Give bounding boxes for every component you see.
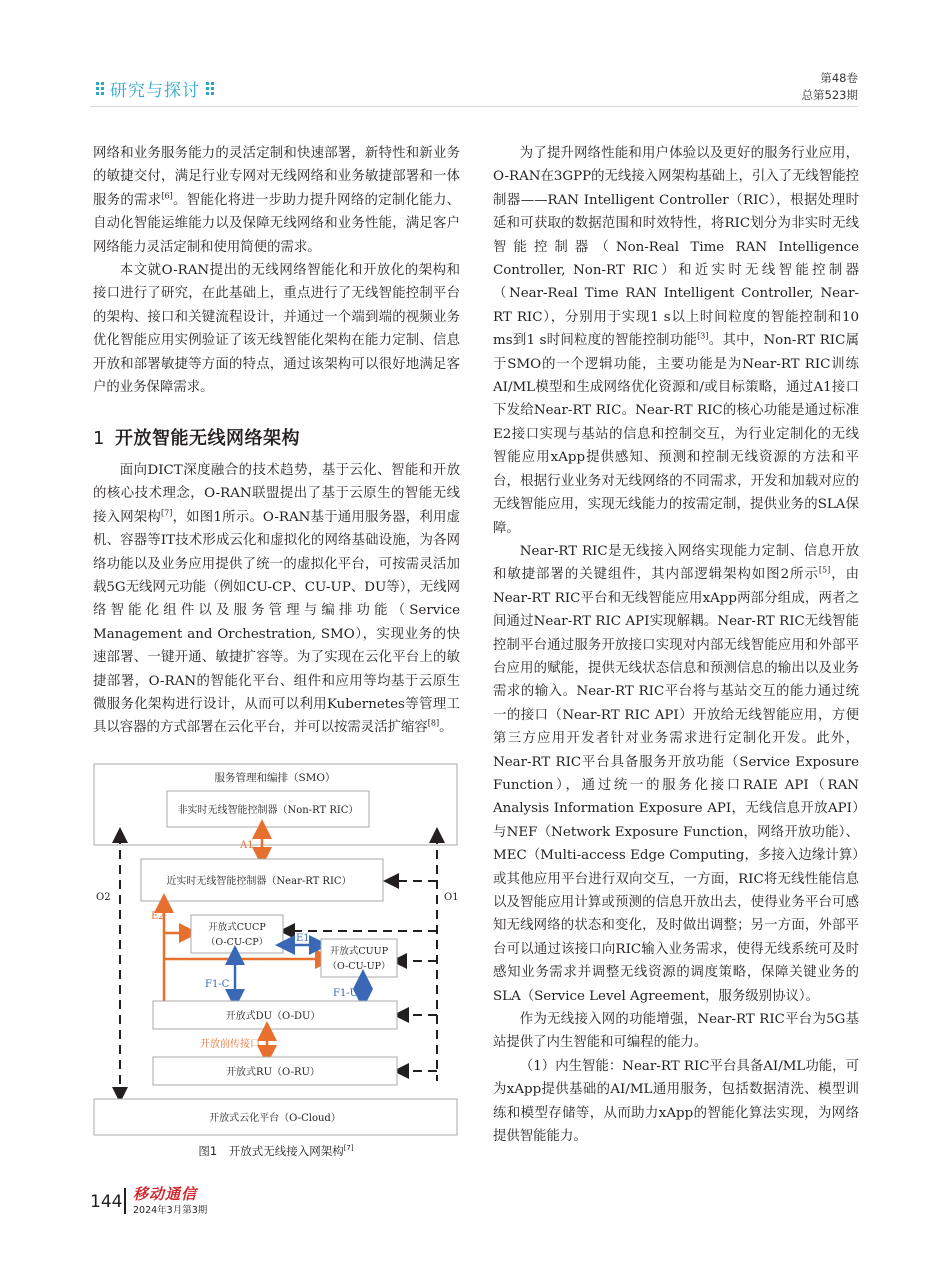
f1c-label: F1-C bbox=[205, 979, 230, 990]
a1-label: A1 bbox=[240, 840, 254, 851]
header-rule bbox=[90, 106, 858, 107]
volume-info bbox=[802, 70, 858, 104]
du-label: 开放式DU（O-DU） bbox=[225, 1011, 321, 1022]
footer-divider bbox=[124, 1188, 126, 1214]
cucp-label: 开放式CUCP bbox=[208, 922, 266, 933]
issue-total: 总第523期 bbox=[801, 88, 858, 102]
magazine-logo: 移动通信 bbox=[133, 1185, 198, 1203]
figure-architecture bbox=[93, 763, 459, 1137]
e2-label: E2 bbox=[151, 911, 165, 922]
cucp-sublabel: （O-CU-CP） bbox=[205, 937, 269, 948]
page-number: 144 bbox=[90, 1192, 123, 1212]
cuup-label: 开放式CUUP bbox=[329, 946, 389, 957]
smo-label: 服务管理和编排（SMO） bbox=[214, 772, 336, 784]
f1u-label: F1-U bbox=[333, 988, 359, 999]
issue-date: 2024年3月第3期 bbox=[133, 1205, 208, 1216]
section-tag bbox=[90, 76, 220, 101]
section-dots-icon bbox=[206, 82, 214, 95]
o1-label: O1 bbox=[444, 892, 459, 903]
paragraph: 作为无线接入网的功能增强，Near-RT RIC平台为5G基站提供了内生智能和可编程的能力。 bbox=[493, 1012, 859, 1051]
paragraph: Near-RT RIC是无线接入网络实现能力定制、信息开放和敏捷部署的关键组件，其内部逻辑架构如图2所示[5]，由Near-RT RIC平台和无线智能应用xApp两部分组成，两者之间通过Near-RT RIC API实现解耦。Near-RT RIC无线智能控制平台通过服务开放接口实现对内部无线智能应用和外部平台应用的赋能，提供无线状态信息和预测信息的输出以及业务需求的输入。Near-RT RIC平台将与基站交互的能力通过统一的接口（Near-RT RIC API）开放给无线智能应用，方便第三方应用开发者针对业务需求进行定制化开发。此外，Near-RT RIC平台具备服务开放功能（Service Exposure Function），通过统一的服务化接口RAIE API（RAN Analysis Information Exposure API，无线信息开放API）与NEF（Network Exposure Function，网络开放功能）、MEC（Multi-access Edge Computing，多接入边缘计算）或其他应用平台进行双向交互，一方面，RIC将无线性能信息以及智能应用计算或预测的信息开放出去，使得业务平台可感知无线网络的状态和变化，及时做出调整；另一方面，外部平台可以通过该接口向RIC输入业务需求，使得无线系统可及时感知业务需求并调整无线资源的调度策略，保障关键业务的SLA（Service Level Agreement，服务级别协议）。 bbox=[493, 543, 859, 1004]
left-column bbox=[93, 142, 460, 740]
figure-caption: 图1 开放式无线接入网架构[7] bbox=[198, 1144, 354, 1158]
section-title: 研究与探讨 bbox=[110, 81, 200, 101]
o2-label: O2 bbox=[96, 892, 111, 903]
non-rt-ric-label: 非实时无线智能控制器（Non-RT RIC） bbox=[177, 805, 359, 816]
near-rt-ric-label: 近实时无线智能控制器（Near-RT RIC） bbox=[166, 876, 352, 887]
section-dots-icon bbox=[96, 82, 104, 95]
paragraph: 面向DICT深度融合的技术趋势，基于云化、智能和开放的核心技术理念，O-RAN联盟提出了基于云原生的智能无线接入网架构[7]，如图1所示。O-RAN基于通用服务器，利用虚机、容器等IT技术形成云化和虚拟化的网络基础设施，为各网络功能以及业务应用提供了统一的虚拟化平台，可按需灵活加载5G无线网元功能（例如CU-CP、CU-UP、DU等），无线网络智能化组件以及服务管理与编排功能（Service Management and Orchestration, SMO），实现业务的快速部署、一键开通、敏捷扩容等。为了实现在云化平台上的敏捷部署，O-RAN的智能化平台、组件和应用等均基于云原生微服务化架构进行设计，从而可以利用Kubernetes等管理工具以容器的方式部署在云化平台，并可以按需灵活扩缩容[8]。 bbox=[93, 462, 461, 736]
ru-label: 开放式RU（O-RU） bbox=[226, 1067, 320, 1078]
paragraph: （1）内生智能：Near-RT RIC平台具备AI/ML功能，可为xApp提供基础的AI/ML通用服务，包括数据清洗、模型训练和模型存储等，从而助力xApp的智能化算法实现，为网络提供智能能力。 bbox=[493, 1058, 859, 1145]
fronthaul-label: 开放前传接口 bbox=[200, 1039, 260, 1050]
paragraph: 为了提升网络性能和用户体验以及更好的服务行业应用，O-RAN在3GPP的无线接入网架构基础上，引入了无线智能控制器——RAN Intelligent Controller（RIC），根据处理时延和可获取的数据范围和时效特性，将RIC划分为非实时无线智能控制器（Non-Real Time RAN Intelligence Controller, Non-RT RIC）和近实时无线智能控制器（Near-Real Time RAN Intelligent Controller, Near-RT RIC），分别用于实现1 s以上时间粒度的智能控制和10 ms到1 s时间粒度的智能控制功能[3]。其中，Non-RT RIC属于SMO的一个逻辑功能，主要功能是为Near-RT RIC训练AI/ML模型和生成网络优化资源和/或目标策略，通过A1接口下发给Near-RT RIC。Near-RT RIC的核心功能是通过标准E2接口实现与基站的信息和控制交互，为行业定制化的无线智能应用xApp提供感知、预测和控制无线资源的方法和平台，根据行业业务对无线网络的不同需求，开发和加载对应的无线智能应用，实现无线能力的按需定制，提供业务的SLA保障。 bbox=[493, 146, 859, 536]
ocloud-label: 开放式云化平台（O-Cloud） bbox=[209, 1113, 341, 1124]
paragraph: 本文就O-RAN提出的无线网络智能化和开放化的架构和接口进行了研究，在此基础上，重点进行了无线智能控制平台的架构、接口和关键流程设计，并通过一个端到端的视频业务优化智能应用实例验证了该无线智能化架构在能力定制、信息开放和部署敏捷等方面的特点，通过该架构可以很好地满足客户的业务保障需求。 bbox=[93, 263, 460, 396]
paragraph: 网络和业务服务能力的灵活定制和快速部署，新特性和新业务的敏捷交付，满足行业专网对无线网络和业务敏捷部署和一体服务的需求[6]。智能化将进一步助力提升网络的定制化能力、自动化智能运维能力以及保障无线网络和业务性能，满足客户网络能力灵活定制和使用简便的需求。 bbox=[93, 146, 461, 255]
e1-label: E1 bbox=[296, 933, 310, 944]
volume-number: 第48卷 bbox=[820, 71, 858, 85]
cuup-sublabel: （O-CU-UP） bbox=[327, 961, 391, 972]
right-column bbox=[493, 142, 859, 1148]
section-heading: 1 开放智能无线网络架构 bbox=[93, 428, 300, 450]
